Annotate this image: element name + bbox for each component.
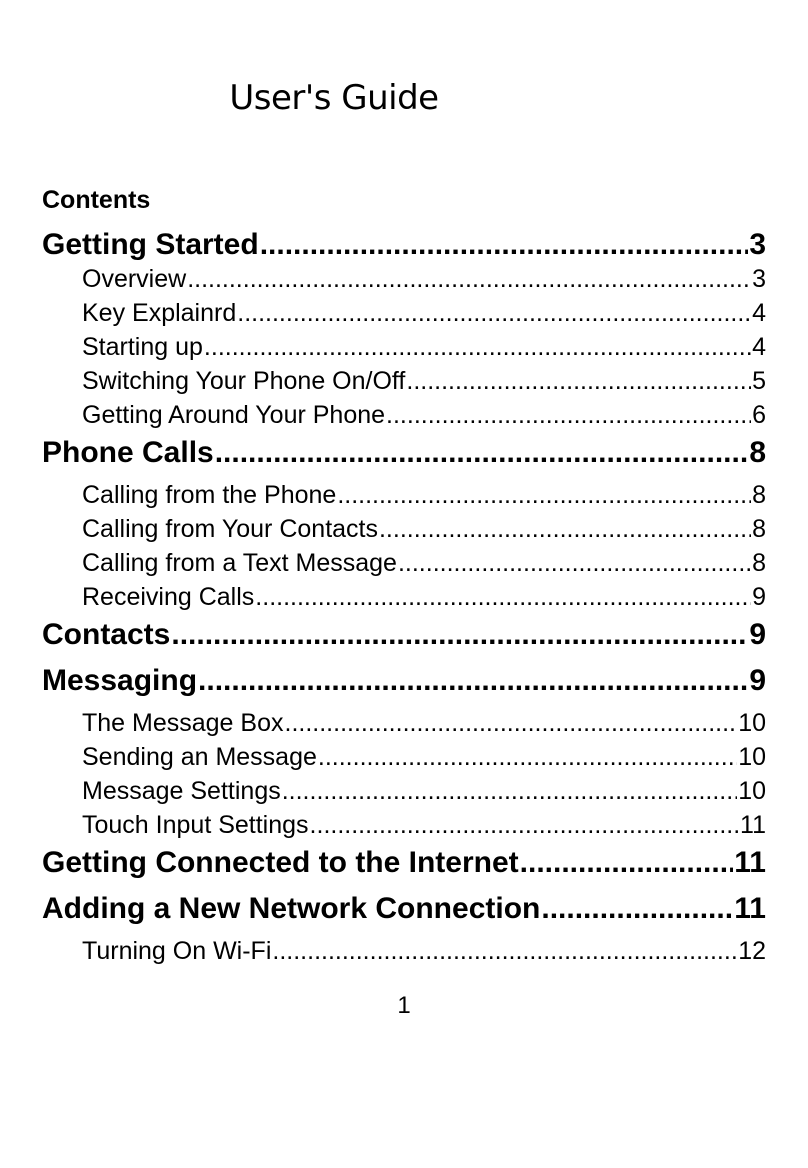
toc-entry-calling-text[interactable] — [42, 547, 766, 581]
toc-entry-label: Calling from a Text Message — [82, 549, 397, 577]
toc-entry-getting-started[interactable] — [42, 225, 766, 263]
toc-entry-label: Adding a New Network Connection — [42, 892, 541, 925]
dot-leader — [386, 399, 751, 431]
toc-entry-label: Getting Started — [42, 228, 259, 261]
toc-entry-label: Key Explainrd — [82, 299, 237, 327]
dot-leader — [541, 889, 733, 929]
toc-entry-label: Calling from the Phone — [82, 481, 337, 509]
dot-leader — [272, 935, 737, 967]
toc-entry-starting-up[interactable] — [42, 331, 766, 365]
toc-entry-page: 5 — [752, 367, 766, 395]
toc-entry-label: Receiving Calls — [82, 583, 255, 611]
dot-leader — [310, 809, 740, 841]
toc-entry-getting-around[interactable] — [42, 399, 766, 433]
toc-entry-messaging[interactable] — [42, 661, 766, 707]
dot-leader — [260, 225, 749, 263]
toc-entry-wifi[interactable] — [42, 935, 766, 969]
toc-entry-phone-calls[interactable] — [42, 433, 766, 479]
toc-entry-contacts[interactable] — [42, 615, 766, 661]
contents-heading: Contents — [42, 186, 151, 214]
toc-entry-page: 3 — [749, 228, 766, 261]
dot-leader — [187, 263, 751, 295]
toc-entry-page: 8 — [752, 515, 766, 543]
dot-leader — [406, 365, 751, 397]
toc-entry-page: 9 — [749, 664, 766, 697]
toc-entry-calling-contacts[interactable] — [42, 513, 766, 547]
dot-leader — [237, 297, 751, 329]
table-of-contents — [42, 225, 766, 969]
dot-leader — [285, 707, 738, 739]
toc-entry-label: Starting up — [82, 333, 203, 361]
toc-entry-page: 9 — [749, 618, 766, 651]
toc-entry-label: Switching Your Phone On/Off — [82, 367, 406, 395]
toc-entry-page: 6 — [752, 401, 766, 429]
toc-entry-internet[interactable] — [42, 843, 766, 889]
toc-entry-page: 8 — [752, 549, 766, 577]
toc-entry-message-settings[interactable] — [42, 775, 766, 809]
dot-leader — [337, 479, 751, 511]
dot-leader — [282, 775, 737, 807]
toc-entry-label: Phone Calls — [42, 436, 214, 469]
dot-leader — [520, 843, 734, 883]
toc-entry-label: Calling from Your Contacts — [82, 515, 378, 543]
toc-entry-page: 4 — [752, 299, 766, 327]
dot-leader — [379, 513, 751, 545]
dot-leader — [318, 741, 737, 773]
toc-entry-page: 11 — [734, 846, 766, 879]
toc-entry-key-explainrd[interactable] — [42, 297, 766, 331]
document-title: User's Guide — [229, 78, 439, 118]
toc-entry-label: Overview — [82, 265, 187, 293]
dot-leader — [204, 331, 751, 363]
toc-entry-label: The Message Box — [82, 709, 284, 737]
page-number: 1 — [397, 992, 411, 1019]
toc-entry-label: Touch Input Settings — [82, 811, 309, 839]
dot-leader — [255, 581, 751, 613]
toc-entry-calling-phone[interactable] — [42, 479, 766, 513]
toc-entry-network-connection[interactable] — [42, 889, 766, 935]
toc-entry-page: 3 — [752, 265, 766, 293]
toc-entry-page: 10 — [738, 743, 766, 771]
toc-entry-label: Getting Connected to the Internet — [42, 846, 519, 879]
toc-entry-label: Message Settings — [82, 777, 281, 805]
toc-entry-label: Getting Around Your Phone — [82, 401, 386, 429]
toc-entry-page: 10 — [738, 709, 766, 737]
toc-entry-label: Messaging — [42, 664, 198, 697]
dot-leader — [398, 547, 751, 579]
toc-entry-switching-phone[interactable] — [42, 365, 766, 399]
toc-entry-label: Sending an Message — [82, 743, 317, 771]
toc-entry-page: 8 — [749, 436, 766, 469]
toc-entry-overview[interactable] — [42, 263, 766, 297]
toc-entry-sending-message[interactable] — [42, 741, 766, 775]
toc-entry-label: Turning On Wi-Fi — [82, 937, 272, 965]
toc-entry-receiving-calls[interactable] — [42, 581, 766, 615]
toc-entry-message-box[interactable] — [42, 707, 766, 741]
toc-entry-page: 11 — [740, 811, 766, 839]
dot-leader — [198, 661, 748, 701]
dot-leader — [171, 615, 748, 655]
toc-entry-touch-input[interactable] — [42, 809, 766, 843]
toc-entry-page: 9 — [752, 583, 766, 611]
toc-entry-page: 4 — [752, 333, 766, 361]
toc-entry-page: 12 — [738, 937, 766, 965]
toc-entry-label: Contacts — [42, 618, 171, 651]
toc-entry-page: 10 — [738, 777, 766, 805]
toc-entry-page: 11 — [734, 892, 766, 925]
dot-leader — [215, 433, 749, 473]
toc-entry-page: 8 — [752, 481, 766, 509]
